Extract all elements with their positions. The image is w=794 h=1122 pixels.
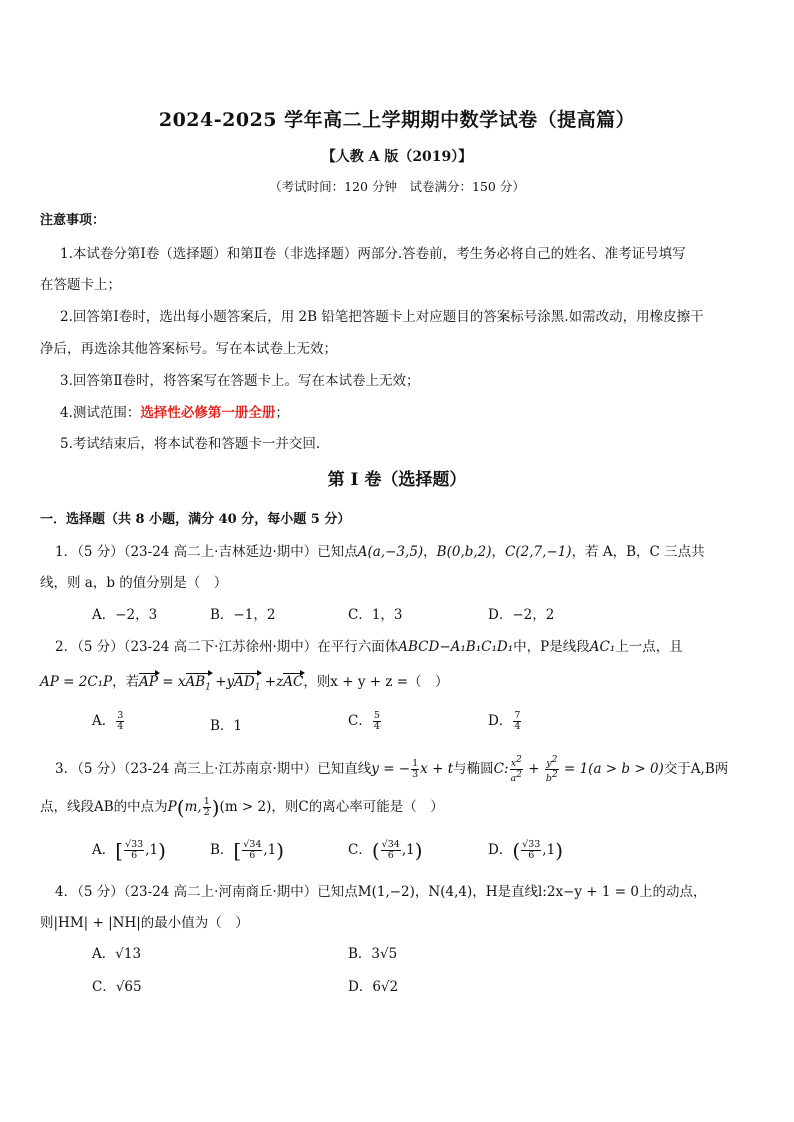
note-2-line-2: 净后，再选涂其他答案标号。写在本试卷上无效； — [40, 341, 337, 357]
q3-option-d-den: 6 — [528, 850, 535, 861]
q1-point-c: C(2,7,−1) — [505, 544, 572, 560]
q3-option-a-label: A． — [92, 842, 116, 858]
q3-line2-b: (m > 2)，则C的离心率可能是（ ） — [219, 799, 444, 815]
note-4 — [60, 401, 289, 421]
q3-ellipse-equation: C: $\frac{x^2}{a^2}$ + $\frac{y^2}{b^2}$ = 1(a > b > 0) — [493, 755, 664, 785]
q3-option-a[interactable]: A．[ $\frac{√33}{6}$ ,1) — [92, 838, 166, 863]
q3-option-a-den: 6 — [131, 850, 138, 861]
q3-head: 3．（5 分）（23-24 高三上·江苏南京·期中）已知直线 — [55, 761, 372, 778]
q3-option-d[interactable]: D．( $\frac{√33}{6}$ ,1) — [488, 838, 563, 863]
q2-solid: ABCD−A₁B₁C₁D₁ — [398, 639, 514, 655]
exam-info: （考试时间：120 分钟 试卷满分：150 分） — [269, 179, 525, 194]
q4-option-a[interactable]: A．√13 — [92, 946, 142, 962]
q3-line-equation: y = − $\frac{1}{3}$ x + t — [371, 758, 454, 781]
q2-option-a-den: 4 — [117, 721, 124, 732]
q2-ap-relation: AP = 2C₁P — [40, 674, 113, 690]
q1-option-c[interactable]: C．1，3 — [348, 607, 403, 623]
q1-head: 1．（5 分）（23-24 高二上·吉林延边·期中）已知点 — [55, 544, 358, 560]
q2-head: 2．（5 分）（23-24 高二下·江苏徐州·期中）在平行六面体 — [55, 639, 399, 655]
question-2-line-1 — [55, 635, 683, 655]
note-4-suffix: ； — [275, 405, 289, 421]
q3-option-b-num: √34 — [243, 839, 262, 850]
test-scope: 选择性必修第一册全册 — [140, 405, 276, 421]
q1-point-b: B(0,b,2) — [436, 544, 492, 560]
q2-option-d[interactable] — [488, 709, 522, 732]
part-heading: 一．选择题（共 8 小题，满分 40 分，每小题 5 分） — [40, 512, 351, 527]
q2-option-d-den: 4 — [514, 721, 521, 732]
q1-point-a: A(a,−3,5) — [357, 544, 424, 560]
q2-option-a-label: A． — [92, 713, 116, 729]
exam-title: 2024-2025 学年高二上学期期中数学试卷（提高篇） — [158, 109, 636, 131]
q3-option-b[interactable]: B．[ $\frac{√34}{6}$ ,1) — [210, 838, 285, 863]
q2-option-d-num: 7 — [514, 710, 521, 721]
q2-option-c[interactable] — [348, 709, 382, 732]
q3-option-d-num: √33 — [522, 839, 541, 850]
q2-if: ，若 — [112, 674, 140, 690]
q3-option-c-label: C． — [348, 842, 372, 858]
question-4-line-1: 4．（5 分）（23-24 高二上·河南商丘·期中）已知点M(1,−2)，N(4,4)，H是直线l:2x−y + 1 = 0上的动点， — [55, 884, 707, 900]
question-1-line-1: 1．（5 分）（23-24 高二上·吉林延边·期中）已知点A(a,−3,5)，B(0,b,2)，C(2,7,−1)，若 A，B，C 三点共 — [55, 544, 705, 560]
question-3-line-1 — [55, 755, 728, 784]
edition-label: 【人教 A 版（2019）】 — [321, 149, 473, 165]
note-3: 3.回答第Ⅱ卷时，将答案写在答题卡上。写在本试卷上无效； — [60, 373, 420, 389]
q2-option-d-label: D． — [488, 713, 513, 729]
q3-mid: 与椭圆 — [453, 761, 494, 778]
q2-option-c-num: 5 — [373, 710, 380, 721]
question-2-line-2 — [40, 670, 449, 693]
q3-midpoint: P(m, $\frac{1}{2}$ ) — [167, 795, 220, 820]
q1-tail: ，若 A，B，C 三点共 — [571, 544, 705, 560]
q2-option-a-num: 3 — [117, 710, 124, 721]
notes-heading: 注意事项： — [40, 213, 106, 228]
q2-segment: AC₁ — [589, 639, 616, 655]
q3-option-c[interactable]: C．( $\frac{√34}{6}$ ,1) — [348, 838, 423, 863]
q3-option-d-label: D． — [488, 842, 513, 858]
q2-vector-equation: AP = xAB$_1$ +yAD$_1$ +zAC — [139, 674, 304, 693]
q2-option-c-den: 4 — [373, 721, 380, 732]
note-4-prefix: 4.测试范围： — [60, 405, 141, 421]
q4-option-c[interactable]: C．√65 — [92, 979, 142, 995]
q3-option-b-label: B． — [210, 842, 234, 858]
q2-option-a[interactable] — [92, 709, 125, 732]
q3-tail: 交于A,B两 — [663, 761, 729, 778]
q3-option-a-num: √33 — [125, 839, 144, 850]
q2-option-b[interactable]: B．1 — [210, 718, 243, 734]
note-5: 5.考试结束后，将本试卷和答题卡一并交回. — [60, 436, 321, 452]
q1-option-b[interactable]: B．−1，2 — [210, 607, 276, 623]
q3-option-b-den: 6 — [249, 850, 256, 861]
q3-line2-a: 点，线段AB的中点为 — [40, 799, 168, 815]
q3-option-c-den: 6 — [387, 850, 394, 861]
q1-option-d[interactable]: D．−2，2 — [488, 607, 555, 623]
question-1-line-2: 线，则 a，b 的值分别是（ ） — [40, 575, 228, 591]
q3-option-c-num: √34 — [381, 839, 400, 850]
q4-option-d[interactable]: D．6√2 — [348, 979, 399, 995]
q2-option-c-label: C． — [348, 713, 372, 729]
section-title: 第 I 卷（选择题） — [327, 470, 467, 490]
note-1-line-2: 在答题卡上； — [40, 277, 121, 293]
q2-mid: 中，P是线段 — [513, 639, 590, 655]
question-4-line-2: 则|HM| + |NH|的最小值为（ ） — [40, 915, 249, 931]
q2-tail: 上一点，且 — [615, 639, 683, 655]
q4-option-b[interactable]: B．3√5 — [348, 946, 398, 962]
note-1-line-1: 1.本试卷分第Ⅰ卷（选择题）和第Ⅱ卷（非选择题）两部分.答卷前，考生务必将自己的姓名、准考证号填写 — [60, 246, 686, 262]
note-2-line-1: 2.回答第Ⅰ卷时，选出每小题答案后，用 2B 铅笔把答题卡上对应题目的答案标号涂黑.如需改动，用橡皮擦干 — [60, 309, 704, 325]
q2-ask: ，则x + y + z =（ ） — [303, 674, 449, 690]
question-3-line-2 — [40, 795, 444, 820]
q1-option-a[interactable]: A．−2，3 — [92, 607, 158, 623]
